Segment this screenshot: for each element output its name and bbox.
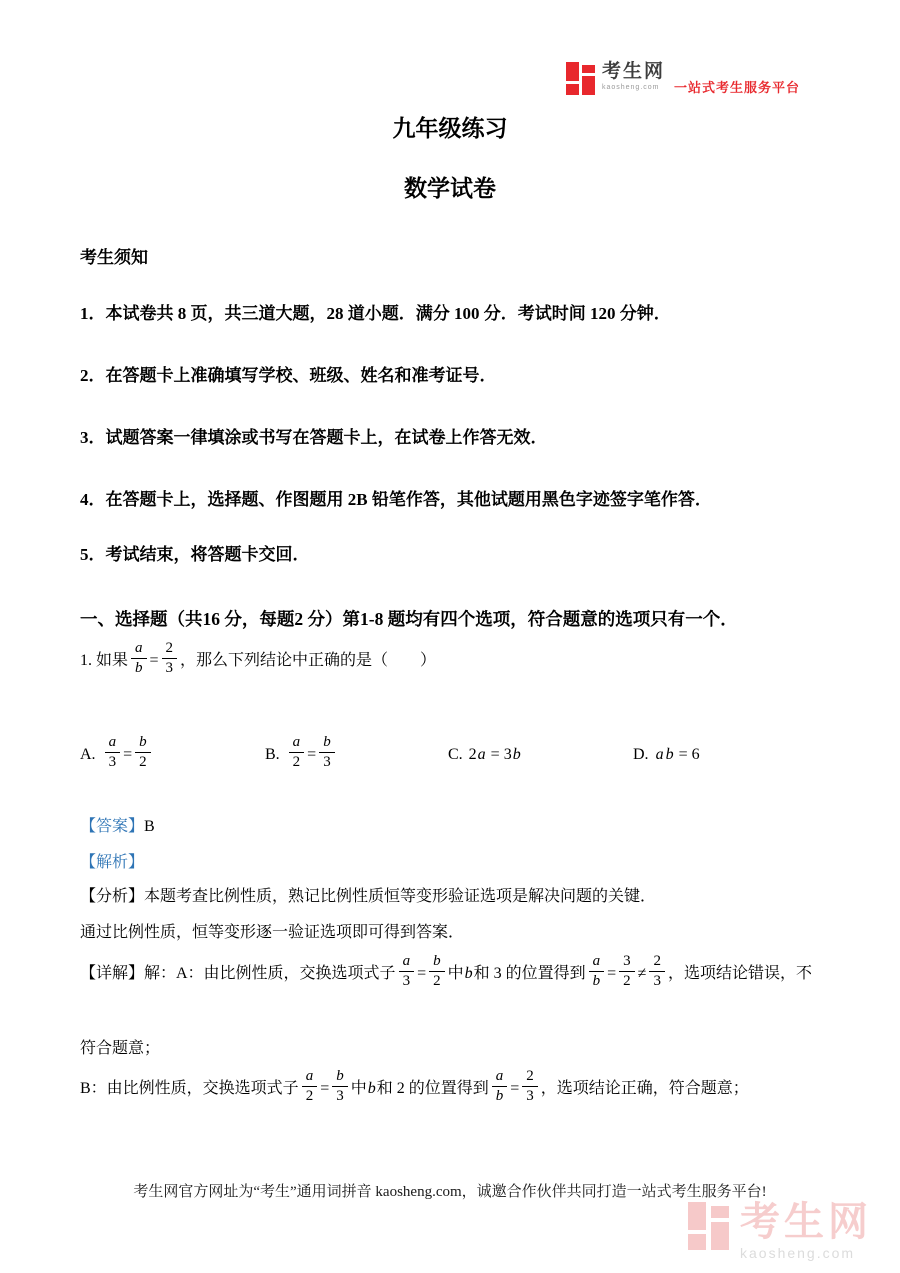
option-a	[80, 724, 154, 786]
site-logo	[566, 62, 800, 96]
kaosheng-logo-icon	[566, 62, 596, 95]
notice-heading: 考生须知	[80, 248, 148, 267]
fraction: $\frac{a}{b}$	[492, 1068, 508, 1105]
watermark-brand-text: 考生网	[740, 1200, 872, 1244]
option-d-label: D.	[633, 746, 649, 763]
fraction: $\frac{b}{2}$	[135, 734, 151, 771]
question-1-text: 1. 如果 $\frac{a}{b}$ = $\frac{2}{3}$ ，那么下列结论中正确的是（ ）	[80, 640, 437, 676]
option-c	[448, 724, 522, 786]
fraction: $\frac{a}{b}$	[131, 640, 147, 677]
watermark-logo	[688, 1202, 872, 1260]
fraction: $\frac{a}{2}$	[302, 1068, 318, 1105]
fraction: $\frac{2}{3}$	[162, 640, 178, 677]
fraction: $\frac{a}{3}$	[105, 734, 121, 771]
analysis-paragraph-2: 通过比例性质，恒等变形逐一验证选项即可得到答案．	[80, 924, 465, 941]
analysis-p1-label: 【分析】	[80, 888, 145, 905]
option-a-formula: $\frac{a}{3}$ = $\frac{b}{2}$	[102, 746, 154, 763]
analysis-tag-line	[80, 849, 144, 872]
doc-subtitle: 数学试卷	[404, 176, 496, 201]
detail-solution-line-3: B：由比例性质，交换选项式子 $\frac{a}{2}$ = $\frac{b}{3}$ 中b和 2 的位置得到 $\frac{a}{b}$ = $\frac{2}{3}$ ，选项结论正确，符合题意；	[80, 1067, 749, 1104]
option-b-formula: $\frac{a}{2}$ = $\frac{b}{3}$	[286, 746, 338, 763]
fraction: $\frac{2}{3}$	[649, 953, 665, 990]
option-d	[633, 724, 700, 786]
option-c-formula: 2a = 3b	[468, 746, 521, 763]
fraction: $\frac{b}{2}$	[429, 953, 445, 990]
logo-domain-text: kaosheng.com	[601, 84, 660, 91]
fraction: $\frac{b}{3}$	[332, 1068, 348, 1105]
option-b-label: B.	[265, 746, 280, 763]
fraction: $\frac{3}{2}$	[619, 953, 635, 990]
answer-value: B	[144, 818, 155, 835]
question-1-options	[0, 724, 900, 786]
option-d-formula: a b = 6	[655, 746, 700, 763]
notice-item-5: 5．考试结束，将答题卡交回．	[80, 545, 310, 564]
section-1-heading: 一、选择题（共16 分，每题2 分）第1-8 题均有四个选项，符合题意的选项只有一个．	[80, 609, 738, 629]
doc-title: 九年级练习	[392, 116, 508, 141]
notice-item-3: 3．试题答案一律填涂或书写在答题卡上，在试卷上作答无效．	[80, 428, 548, 447]
detail-solution-line-2: 符合题意；	[80, 1040, 161, 1057]
answer-tag: 【答案】	[80, 818, 145, 835]
answer-line	[80, 813, 155, 836]
watermark-kaosheng-icon	[688, 1202, 730, 1250]
fraction: $\frac{a}{b}$	[589, 953, 605, 990]
fraction: $\frac{a}{3}$	[399, 953, 415, 990]
fraction: $\frac{b}{3}$	[319, 734, 335, 771]
analysis-p1-text: 本题考查比例性质，熟记比例性质恒等变形验证选项是解决问题的关键．	[144, 888, 657, 905]
option-a-label: A.	[80, 746, 96, 763]
analysis-tag: 【解析】	[80, 854, 145, 871]
fraction: $\frac{a}{2}$	[289, 734, 305, 771]
fraction: $\frac{2}{3}$	[522, 1068, 538, 1105]
option-c-label: C.	[448, 746, 463, 763]
notice-item-1: 1．本试卷共 8 页，共三道大题，28 道小题．满分 100 分．考试时间 120 分钟．	[80, 304, 671, 323]
watermark-domain-text: kaosheng.com	[740, 1245, 856, 1261]
logo-tagline: 一站式考生服务平台	[673, 80, 800, 95]
detail-solution-line-1: 【详解】解：A：由比例性质，交换选项式子 $\frac{a}{3}$ = $\frac{b}{2}$ 中b和 3 的位置得到 $\frac{a}{b}$ = $\frac{3}{2}$ ≠ $\frac{2}{3}$ ，选项结论错误，不	[80, 952, 812, 989]
logo-brand-text: 考生网	[601, 61, 665, 82]
notice-item-2: 2．在答题卡上准确填写学校、班级、姓名和准考证号．	[80, 366, 497, 385]
option-b	[265, 724, 338, 786]
notice-item-4: 4．在答题卡上，选择题、作图题用 2B 铅笔作答，其他试题用黑色字迹签字笔作答．	[80, 490, 712, 509]
footer-text: 考生网官方网址为“考生”通用词拼音 kaosheng.com，诚邀合作伙伴共同打造一站式考生服务平台!	[133, 1184, 767, 1200]
analysis-paragraph-1	[80, 883, 840, 906]
